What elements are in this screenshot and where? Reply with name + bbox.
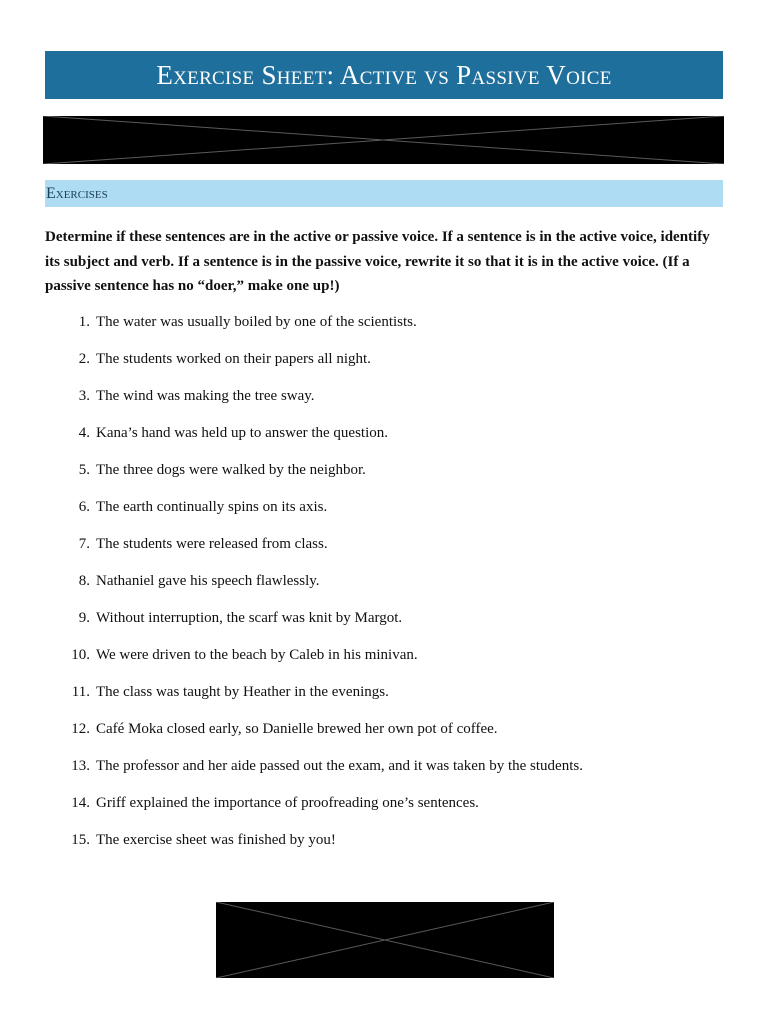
list-item bbox=[45, 608, 725, 645]
item-text: The exercise sheet was finished by you! bbox=[96, 832, 336, 848]
item-number: 15. bbox=[71, 832, 90, 848]
item-text: The students worked on their papers all night. bbox=[96, 351, 371, 367]
item-number: 3. bbox=[78, 388, 90, 404]
item-text: The three dogs were walked by the neighbor. bbox=[96, 462, 366, 478]
item-text: The water was usually boiled by one of the scientists. bbox=[96, 314, 417, 330]
item-number: 5. bbox=[78, 462, 90, 478]
image-placeholder-bottom bbox=[216, 902, 554, 978]
item-number: 10. bbox=[71, 647, 90, 663]
item-text: Without interruption, the scarf was knit by Margot. bbox=[96, 610, 403, 626]
section-header bbox=[45, 180, 723, 207]
item-number: 14. bbox=[71, 795, 90, 811]
list-item bbox=[45, 534, 725, 571]
item-text: The professor and her aide passed out the exam, and it was taken by the students. bbox=[96, 758, 583, 774]
item-text: The wind was making the tree sway. bbox=[96, 388, 315, 404]
item-text: The students were released from class. bbox=[96, 536, 328, 552]
item-text: Nathaniel gave his speech flawlessly. bbox=[96, 573, 320, 589]
item-text: The class was taught by Heather in the evenings. bbox=[96, 684, 389, 700]
exercise-list bbox=[45, 312, 725, 867]
broken-image-icon bbox=[216, 902, 554, 978]
list-item bbox=[45, 386, 725, 423]
list-item bbox=[45, 423, 725, 460]
list-item bbox=[45, 719, 725, 756]
item-number: 11. bbox=[71, 684, 90, 700]
item-text: Griff explained the importance of proofreading one’s sentences. bbox=[96, 795, 479, 811]
list-item bbox=[45, 645, 725, 682]
instructions-paragraph: Determine if these sentences are in the active or passive voice. If a sentence is in the active voice, identify its subject and verb. If a sentence is in the passive voice, rewrite it so that it is in the active voice. (If a passive sentence has no “doer,” make one up!) bbox=[45, 229, 710, 294]
list-item bbox=[45, 312, 725, 349]
item-number: 1. bbox=[78, 314, 90, 330]
item-text: We were driven to the beach by Caleb in his minivan. bbox=[96, 647, 418, 663]
page-title: Exercise Sheet: Active vs Passive Voice bbox=[156, 59, 612, 90]
item-number: 8. bbox=[78, 573, 90, 589]
item-text: Kana’s hand was held up to answer the question. bbox=[96, 425, 389, 441]
item-number: 13. bbox=[71, 758, 90, 774]
list-item bbox=[45, 349, 725, 386]
title-banner bbox=[45, 51, 723, 99]
item-number: 9. bbox=[78, 610, 90, 626]
item-number: 12. bbox=[71, 721, 90, 737]
item-text: The earth continually spins on its axis. bbox=[96, 499, 328, 515]
broken-image-icon bbox=[43, 116, 724, 164]
item-number: 6. bbox=[78, 499, 90, 515]
list-item bbox=[45, 756, 725, 793]
image-placeholder-top bbox=[43, 116, 724, 164]
item-number: 4. bbox=[78, 425, 90, 441]
list-item bbox=[45, 793, 725, 830]
list-item bbox=[45, 497, 725, 534]
list-item bbox=[45, 571, 725, 608]
section-title: Exercises bbox=[46, 184, 108, 202]
item-number: 2. bbox=[78, 351, 90, 367]
list-item bbox=[45, 682, 725, 719]
list-item bbox=[45, 460, 725, 497]
item-text: Café Moka closed early, so Danielle brewed her own pot of coffee. bbox=[96, 721, 498, 737]
list-item bbox=[45, 830, 725, 867]
item-number: 7. bbox=[78, 536, 90, 552]
